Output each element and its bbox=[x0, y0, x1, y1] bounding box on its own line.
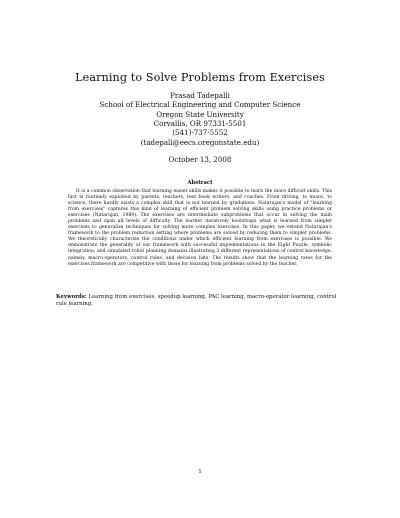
paper-date: October 13, 2008 bbox=[168, 155, 232, 164]
author-address: Corvallis, OR 97331-5501 bbox=[153, 119, 247, 129]
paper-title: Learning to Solve Problems from Exercises bbox=[75, 71, 325, 84]
page-number: 1 bbox=[198, 469, 202, 475]
abstract-body bbox=[68, 189, 332, 268]
author-phone: (541)-737-5552 bbox=[172, 128, 228, 138]
keywords bbox=[56, 294, 346, 308]
abstract-heading: Abstract bbox=[187, 180, 213, 186]
author-block bbox=[0, 91, 400, 147]
author-affiliation: School of Electrical Engineering and Computer Science bbox=[99, 100, 301, 110]
abstract-text: It is a common observation that learning easier skills makes it possible to learn the more difficult skills. This fact is routinely exploited by parents, teachers, text book writers, and coaches. From driving, to music, to science, there hardly exists a complex skill that is not learned by gradations. Natarajan's model of "learning from exercises" captures this kind of learning of efficient problem solving skills using practice problems or exercises (Natarajan, 1989). The exercises are intermediate subproblems that occur in solving the main problems and span all levels of difficulty. The learner iteratively bootstraps what is learned from simpler exercises to generalize techniques for solving more complex exercises. In this paper, we extend Natarajan's framework to the problem reduction setting where problems are solved by reducing them to simpler problems. We theoretically characterize the conditions under which efficient learning from exercises is possible. We demonstrate the generality of our framework with successful implementations in the Eight Puzzle, symbolic integration, and simulated robot planning domains illustrating 3 different representations of control knowledge, namely, macro-operators, control rules, and decision lists. The results show that the learning rates for the exercises framework are competitive with those for learning from problems solved by the teacher. bbox=[68, 189, 332, 267]
keywords-text: Learning from exercises, speedup learning, PAC learning, macro-operator learning, control rule learning. bbox=[56, 294, 337, 308]
author-email: (tadepall@eecs.oregonstate.edu) bbox=[140, 137, 260, 147]
author-name: Prasad Tadepalli bbox=[170, 91, 230, 100]
author-institution: Oregon State University bbox=[156, 109, 244, 119]
keywords-label: Keywords: bbox=[56, 294, 87, 300]
